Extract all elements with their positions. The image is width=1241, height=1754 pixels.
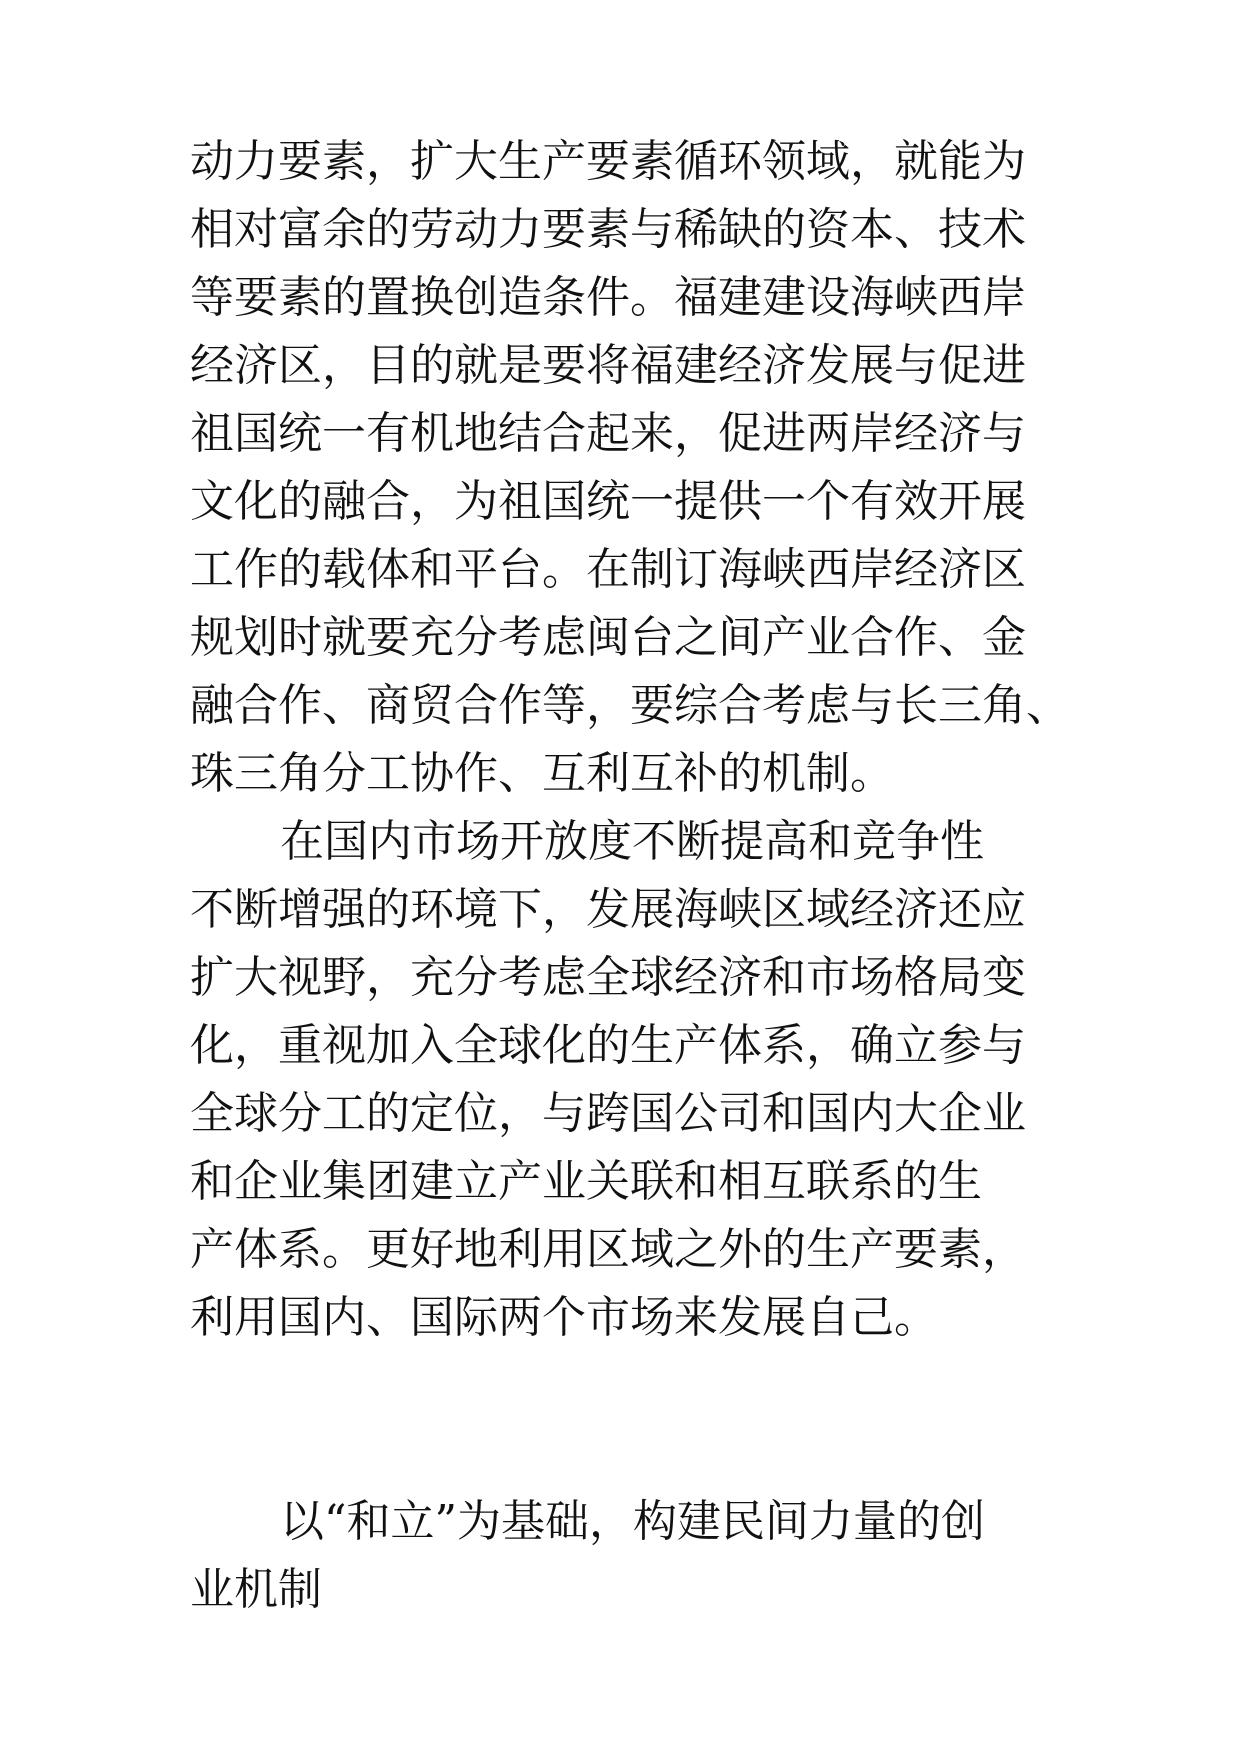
text-line: 珠三角分工协作、互利互补的机制。 <box>190 748 894 799</box>
text-line: 动力要素，扩大生产要素循环领域，就能为 <box>190 136 1026 187</box>
text-line: 化，重视加入全球化的生产体系，确立参与 <box>190 1020 1026 1071</box>
text-line: 经济区，目的就是要将福建经济发展与促进 <box>190 340 1026 391</box>
text-line: 规划时就要充分考虑闽台之间产业合作、金 <box>190 612 1026 663</box>
text-line: 扩大视野，充分考虑全球经济和市场格局变 <box>190 952 1026 1003</box>
text-line: 工作的载体和平台。在制订海峡西岸经济区 <box>190 544 1026 595</box>
text-line: 利用国内、国际两个市场来发展自己。 <box>190 1292 938 1343</box>
text-line: 全球分工的定位，与跨国公司和国内大企业 <box>190 1088 1026 1139</box>
text-line: 等要素的置换创造条件。福建建设海峡西岸 <box>190 272 1026 323</box>
heading-line: 以“和立”为基础，构建民间力量的创 <box>280 1496 985 1547</box>
heading-line: 业机制 <box>190 1564 322 1615</box>
text-line: 不断增强的环境下，发展海峡区域经济还应 <box>190 884 1026 935</box>
text-line: 文化的融合，为祖国统一提供一个有效开展 <box>190 476 1026 527</box>
text-line: 和企业集团建立产业关联和相互联系的生 <box>190 1156 982 1207</box>
text-line: 相对富余的劳动力要素与稀缺的资本、技术 <box>190 204 1026 255</box>
text-line: 在国内市场开放度不断提高和竞争性 <box>280 816 984 867</box>
text-line: 产体系。更好地利用区域之外的生产要素， <box>190 1224 1026 1275</box>
text-line: 祖国统一有机地结合起来，促进两岸经济与 <box>190 408 1026 459</box>
text-line: 融合作、商贸合作等，要综合考虑与长三角、 <box>190 680 1070 731</box>
